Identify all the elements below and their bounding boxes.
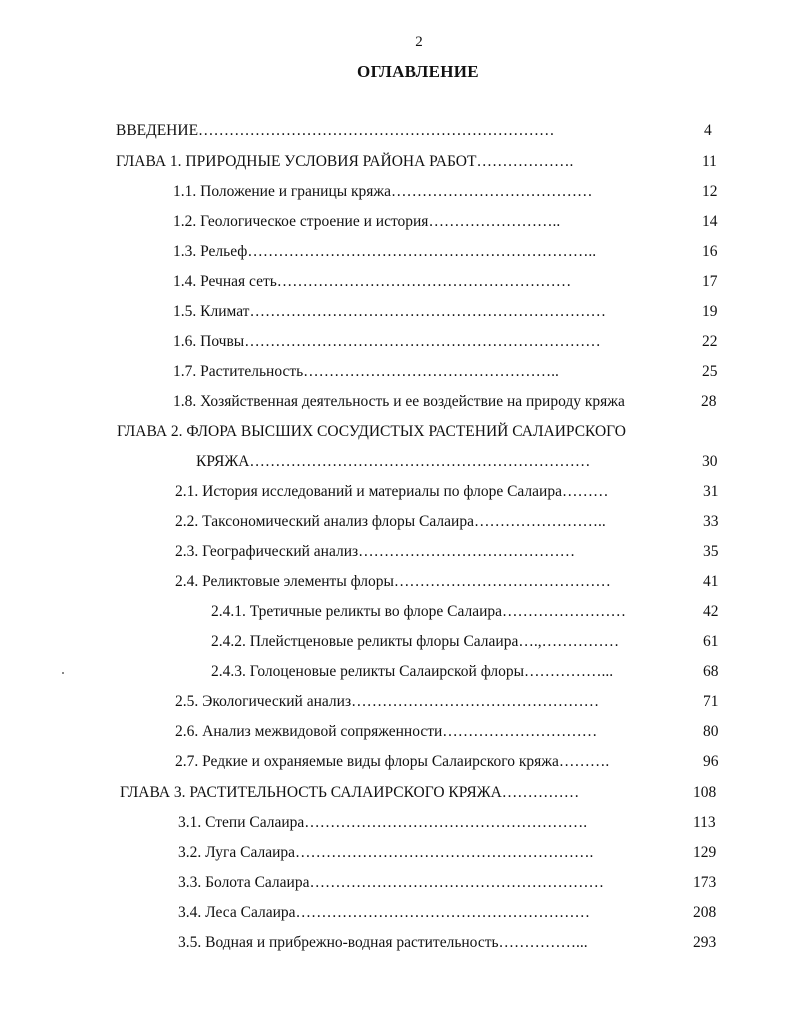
toc-entry-page: 11: [702, 153, 717, 170]
toc-entry-text: ГЛАВА 3. РАСТИТЕЛЬНОСТЬ САЛАИРСКОГО КРЯЖА……………: [120, 784, 580, 801]
toc-entry-page: 14: [702, 213, 718, 230]
toc-entry-text: 3.1. Степи Салаира……………………………………………….: [178, 814, 588, 831]
toc-entry-text: 2.1. История исследований и материалы по флоре Салаира………: [175, 483, 609, 500]
toc-entry-page: 33: [703, 513, 719, 530]
toc-entry-text: 2.4.1. Третичные реликты во флоре Салаира……………………: [211, 603, 627, 620]
toc-entry-text: 3.3. Болота Салаира…………………………………………………: [178, 874, 604, 891]
toc-entry-page: 12: [702, 183, 718, 200]
toc-entry-page: 35: [703, 543, 719, 560]
page-title: ОГЛАВЛЕНИЕ: [357, 62, 479, 81]
toc-entry-text: 1.6. Почвы……………………………………………………………: [173, 333, 601, 350]
toc-entry-text: 3.5. Водная и прибрежно-водная растительность……………...: [178, 934, 588, 951]
toc-entry-text: 1.3. Рельеф…………………………………………………………..: [173, 243, 597, 260]
toc-entry-text: ГЛАВА 1. ПРИРОДНЫЕ УСЛОВИЯ РАЙОНА РАБОТ……………….: [116, 153, 574, 170]
toc-entry-page: 129: [693, 844, 717, 861]
toc-entry-page: 80: [703, 723, 719, 740]
scan-speck: [62, 672, 64, 674]
toc-entry-page: 16: [702, 243, 718, 260]
toc-entry-page: 68: [703, 663, 719, 680]
toc-entry-page: 293: [693, 934, 717, 951]
toc-entry-page: 4: [704, 122, 712, 139]
toc-entry-text: 1.7. Растительность…………………………………………..: [173, 363, 559, 380]
toc-entry-page: 22: [702, 333, 718, 350]
toc-entry-text: 2.4.3. Голоценовые реликты Салаирской флоры……………...: [211, 663, 614, 680]
toc-entry-text: 2.2. Таксономический анализ флоры Салаира……………………..: [175, 513, 606, 530]
toc-entry-page: 96: [703, 753, 719, 770]
toc-entry-text: 1.8. Хозяйственная деятельность и ее воздействие на природу кряжа: [173, 393, 625, 410]
toc-entry-text: 2.5. Экологический анализ…………………………………………: [175, 693, 600, 710]
toc-entry-page: 19: [702, 303, 718, 320]
toc-entry-text: ГЛАВА 2. ФЛОРА ВЫСШИХ СОСУДИСТЫХ РАСТЕНИЙ САЛАИРСКОГО: [117, 423, 626, 440]
toc-entry-page: 25: [702, 363, 718, 380]
toc-entry-page: 71: [703, 693, 719, 710]
toc-entry-page: 17: [702, 273, 718, 290]
toc-entry-text: 3.2. Луга Салаира………………………………………………….: [178, 844, 594, 861]
page-number: 2: [415, 34, 423, 50]
toc-entry-page: 30: [702, 453, 718, 470]
toc-entry-page: 28: [701, 393, 717, 410]
toc-entry-page: 41: [703, 573, 719, 590]
toc-entry-text: 3.4. Леса Салаира…………………………………………………: [178, 904, 591, 921]
toc-entry-text: 2.3. Географический анализ……………………………………: [175, 543, 576, 560]
toc-entry-text: 2.7. Редкие и охраняемые виды флоры Салаирского кряжа……….: [175, 753, 610, 770]
toc-entry-text: ВВЕДЕНИЕ……………………………………………………………: [116, 122, 555, 139]
toc-entry-text: КРЯЖА…………………………………………………………: [196, 453, 591, 470]
toc-entry-page: 108: [693, 784, 717, 801]
toc-entry-page: 208: [693, 904, 717, 921]
toc-entry-text: 1.4. Речная сеть…………………………………………………: [173, 273, 572, 290]
toc-entry-page: 31: [703, 483, 719, 500]
toc-entry-text: 1.2. Геологическое строение и история……………………..: [173, 213, 561, 230]
toc-entry-page: 42: [703, 603, 719, 620]
toc-entry-text: 2.4.2. Плейстценовые реликты флоры Салаира….,……………: [211, 633, 620, 650]
toc-entry-page: 113: [693, 814, 716, 831]
toc-entry-page: 173: [693, 874, 717, 891]
toc-entry-text: 2.6. Анализ межвидовой сопряженности…………………………: [175, 723, 598, 740]
toc-entry-page: 61: [703, 633, 719, 650]
toc-entry-text: 1.5. Климат……………………………………………………………: [173, 303, 606, 320]
toc-entry-text: 2.4. Реликтовые элементы флоры……………………………………: [175, 573, 611, 590]
toc-entry-text: 1.1. Положение и границы кряжа…………………………………: [173, 183, 593, 200]
